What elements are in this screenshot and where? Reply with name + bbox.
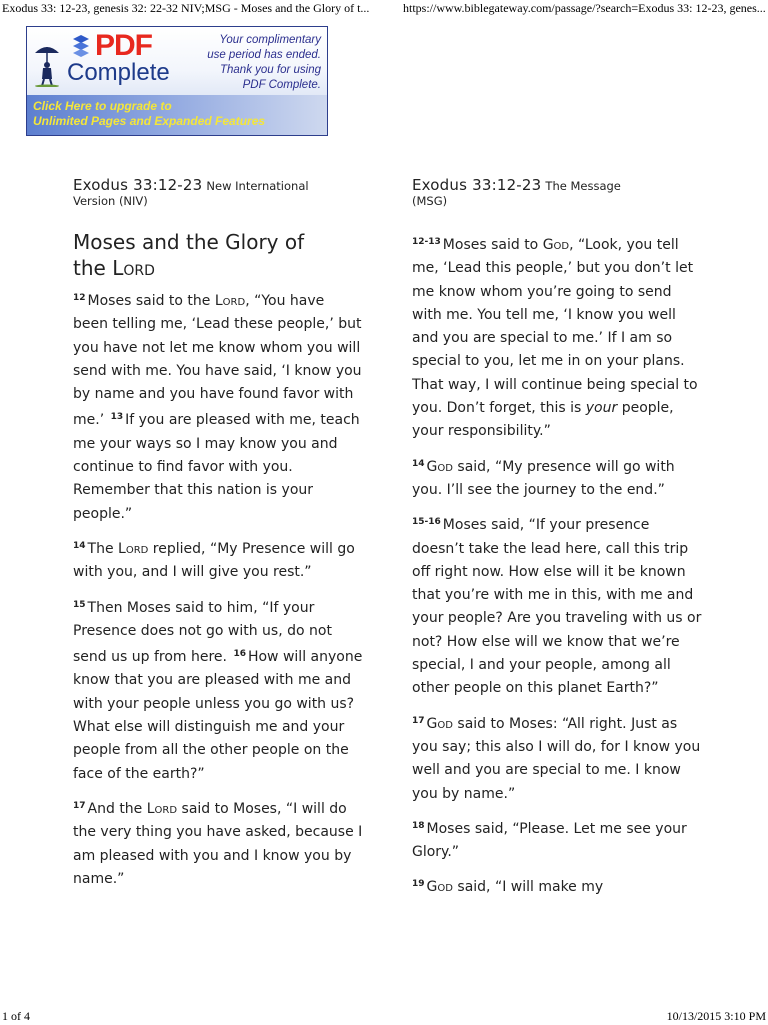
verse-text: said to Moses: “All right. Just as you say; this also I will do, for I know you well and you are special to me. I know you by name.” xyxy=(412,715,701,802)
verse-text: Moses said, “If your presence doesn’t take the lead here, call this trip off right now. How else will it be known that you’re with me in this, with me and your people? Are you traveling with us or not? How else will we know that we’re special, I and your people, among all other people on this planet Earth?” xyxy=(412,517,702,697)
print-footer xyxy=(0,1009,768,1025)
verse-number: 16 xyxy=(233,649,246,660)
section-heading xyxy=(73,229,363,281)
banner-message xyxy=(181,33,321,93)
print-header xyxy=(0,1,768,17)
divine-name: God xyxy=(542,237,570,253)
verse-number: 14 xyxy=(73,540,86,551)
verse-text: Moses said to the xyxy=(87,293,215,309)
verse-text: And the xyxy=(87,800,147,817)
passage-reference xyxy=(73,178,363,209)
upgrade-link[interactable] xyxy=(27,95,328,136)
verse-text: The xyxy=(87,540,119,557)
verse-block xyxy=(412,710,702,806)
divine-name: Lord xyxy=(118,540,149,557)
verse-text: said to Moses, “I will do the very thing you have asked, because I am pleased with you and I know you by name.” xyxy=(73,800,363,887)
verse-text: Then Moses said to him, “If your Presence does not go with us, do not send us up from here. xyxy=(73,599,332,666)
passage-ref-text[interactable]: Exodus 33:12-23 xyxy=(412,176,542,194)
verse-block xyxy=(412,873,702,899)
verse-number: 18 xyxy=(412,820,425,831)
verse-text: replied, “My Presence will go with you, and I will give you rest.” xyxy=(73,540,355,581)
verse-number: 14 xyxy=(412,458,425,469)
heading-lord: Lord xyxy=(112,256,155,280)
divine-name: God xyxy=(426,715,453,732)
verse-block xyxy=(412,511,702,700)
verse-text: How will anyone know that you are pleased with me and with your people unless you go with us? What else will distinguish me and your people from all the other people on the face of the earth?” xyxy=(73,649,363,782)
page-count: 1 of 4 xyxy=(2,1009,30,1023)
verse-block xyxy=(73,795,363,891)
pdf-complete-banner[interactable] xyxy=(26,26,328,136)
upgrade-link-line[interactable]: Unlimited Pages and Expanded Features xyxy=(33,114,266,128)
banner-pdf-word: PDF xyxy=(95,29,152,62)
pdf-stack-icon xyxy=(71,33,91,57)
passage-reference xyxy=(412,178,702,209)
divine-name: Lord xyxy=(214,293,246,309)
verse-text: , “You have been telling me, ‘Lead these people,’ but you have not let me know whom you will send with me. You have said, ‘I know you by name and you have found favor with me.’ xyxy=(73,293,362,429)
verse-number: 12 xyxy=(73,293,86,303)
verse-text: Moses said, “Please. Let me see your Glory.” xyxy=(412,820,687,861)
banner-message-line: Thank you for using xyxy=(219,64,321,76)
divine-name: God xyxy=(426,458,453,475)
verse-text: Moses said to xyxy=(442,237,543,253)
version-name[interactable]: The Message xyxy=(545,179,621,193)
print-datetime: 10/13/2015 3:10 PM xyxy=(666,1009,766,1023)
version-name-cont[interactable]: (MSG) xyxy=(412,194,448,208)
verse-block xyxy=(73,594,363,786)
verse-number: 15-16 xyxy=(412,517,441,528)
verse-text: said, “I will make my xyxy=(452,879,604,896)
print-header-url: https://www.biblegateway.com/passage/?search=Exodus 33: 12-23, genes... xyxy=(403,1,766,15)
divine-name: Lord xyxy=(146,800,178,817)
msg-column xyxy=(412,178,702,909)
version-name-cont[interactable]: Version (NIV) xyxy=(73,194,148,208)
verse-text: If you are pleased with me, teach me your ways so I may know you and continue to find favor with you. Remember that this nation is your people.” xyxy=(73,412,360,522)
verse-text: people, your responsibility.” xyxy=(412,400,674,440)
verse-number: 12-13 xyxy=(412,237,441,247)
banner-complete-word: Complete xyxy=(67,59,170,86)
verse-text: said, “My presence will go with you. I’ll see the journey to the end.” xyxy=(412,458,675,498)
banner-logo-area xyxy=(27,27,328,95)
heading-text: Moses and the Glory of xyxy=(73,230,305,254)
umbrella-figure-icon xyxy=(33,41,61,87)
verse-number: 19 xyxy=(412,879,425,890)
verse-block xyxy=(412,453,702,503)
heading-the: the xyxy=(73,256,113,280)
verse-number: 17 xyxy=(73,800,86,811)
verse-block xyxy=(73,287,363,526)
verse-number: 17 xyxy=(412,715,425,726)
version-name[interactable]: New International xyxy=(206,179,309,193)
verse-text: , “Look, you tell me, ‘Lead this people,’ but you don’t let me know whom you’re going to send with me. You tell me, ‘I know you well and you are special to me.’ If I am so special to you, let me in on your plans. That way, I will continue being special to you. Don’t forget, this is xyxy=(412,237,698,417)
verse-block xyxy=(412,231,702,444)
print-header-title: Exodus 33: 12-23, genesis 32: 22-32 NIV;MSG - Moses and the Glory of t... xyxy=(2,1,370,15)
verse-number: 13 xyxy=(110,412,124,423)
banner-message-line: PDF Complete. xyxy=(242,79,321,91)
verse-number: 15 xyxy=(73,599,86,610)
upgrade-link-line[interactable]: Click Here to upgrade to xyxy=(33,99,172,113)
passage-ref-text[interactable]: Exodus 33:12-23 xyxy=(73,176,203,194)
divine-name: God xyxy=(426,879,453,896)
banner-message-line: Your complimentary xyxy=(219,34,321,46)
verse-block xyxy=(73,535,363,585)
emphasis-text: your xyxy=(585,400,618,417)
niv-column xyxy=(73,178,363,900)
verse-block xyxy=(412,815,702,865)
banner-message-line: use period has ended. xyxy=(207,49,321,61)
